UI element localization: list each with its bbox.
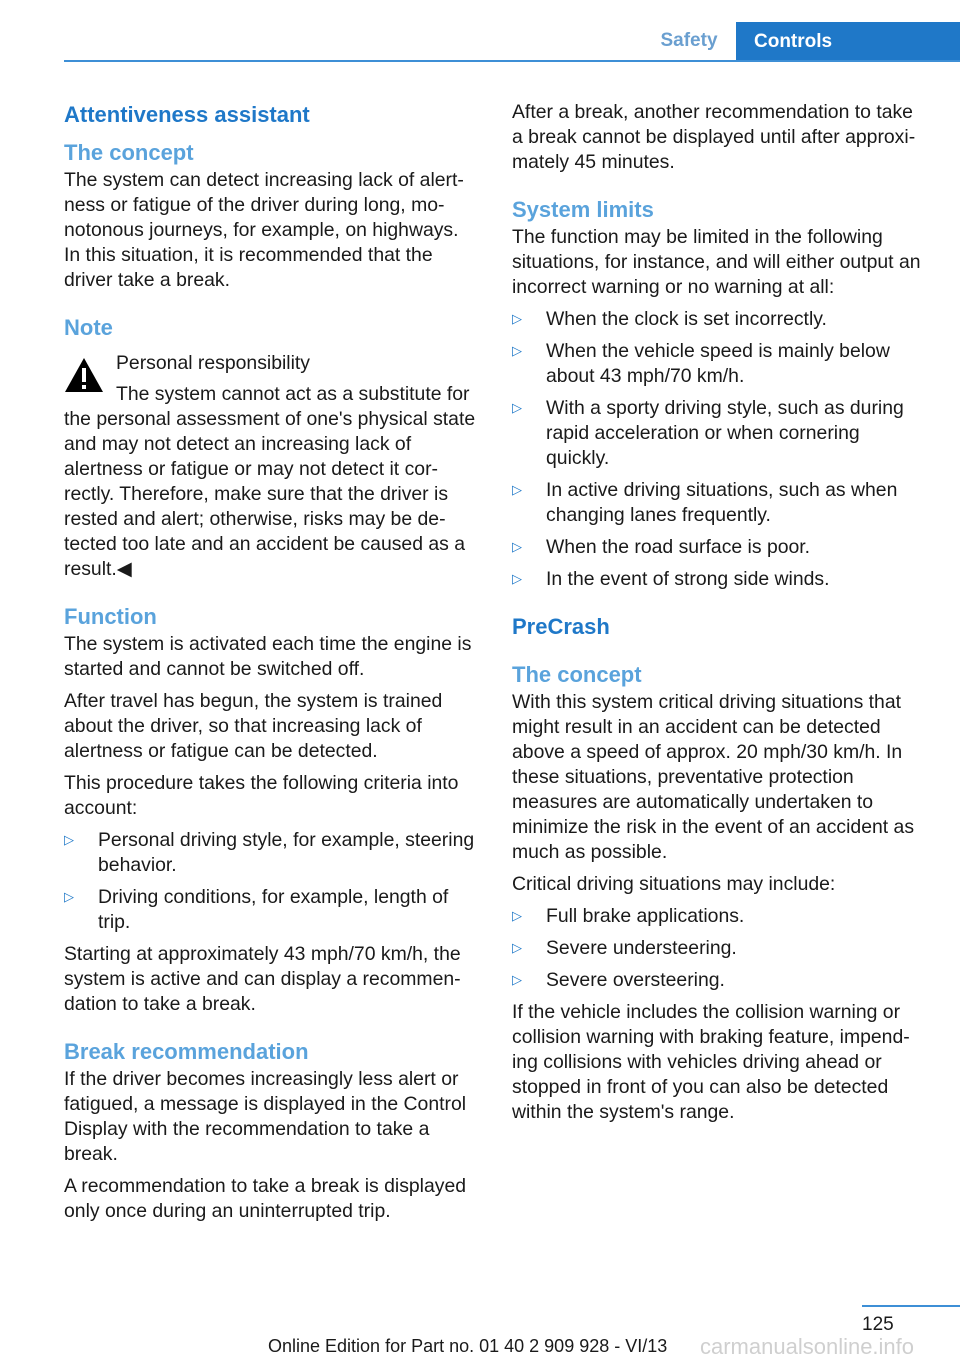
list-item: ▷ Driving conditions, for example, length of trip. (64, 886, 449, 933)
heading-precrash-concept: The concept (512, 662, 642, 687)
heading-break-recommendation: Break recommendation (64, 1039, 309, 1064)
list-item: ▷ When the vehicle speed is mainly below about 43 mph/70 km/h. (512, 340, 890, 387)
list-item: ▷ When the road surface is poor. (512, 536, 811, 558)
watermark: carmanualsonline.info (700, 1334, 915, 1359)
limits-list (512, 307, 928, 592)
list-item: ▷ In active driving situations, such as when changing lanes frequently. (512, 479, 898, 526)
bullet-triangle-icon: ▷ (512, 940, 522, 955)
limits-intro: The function may be limited in the following situations, for instance, and will either output an incorrect warning or no warning at all: (512, 226, 921, 298)
warning-first-line: The system cannot act as a substitute for (116, 383, 470, 405)
warning-title: Personal responsibility (116, 352, 311, 374)
heading-system-limits: System limits (512, 197, 654, 222)
section-title-attentiveness: Attentiveness assistant (64, 102, 310, 127)
header-rule (64, 60, 960, 62)
list-item: ▷ When the clock is set incorrectly. (512, 308, 827, 330)
warning-triangle-icon (64, 357, 104, 393)
heading-function: Function (64, 604, 157, 629)
left-column (64, 100, 480, 1231)
bullet-triangle-icon: ▷ (512, 400, 522, 415)
bullet-triangle-icon: ▷ (512, 311, 522, 326)
concept-paragraph: The system can detect increasing lack of alertness or fatigue of the driver during long, monotonous journeys, for example, on highways. In this situation, it is recommended that the driver take a break. (64, 169, 464, 291)
page-number: 125 (862, 1314, 894, 1335)
function-paragraph-1: The system is activated each time the engine is started and cannot be switched off. (64, 633, 472, 680)
bullet-triangle-icon: ▷ (512, 972, 522, 987)
bullet-triangle-icon: ▷ (512, 908, 522, 923)
tab-controls: Controls (736, 22, 960, 62)
list-item: ▷ Severe understeering. (512, 937, 737, 959)
tab-safety: Safety (660, 30, 718, 51)
list-item: ▷ Personal driving style, for example, steering behavior. (64, 829, 475, 876)
function-paragraph-4: Starting at approximately 43 mph/70 km/h, the system is active and can display a recommendation to take a break. (64, 943, 461, 1015)
situations-list (512, 904, 928, 993)
precrash-paragraph-2: Critical driving situations may include: (512, 873, 836, 895)
bullet-triangle-icon: ▷ (512, 482, 522, 497)
criteria-list (64, 828, 480, 935)
warning-box (64, 351, 480, 407)
edition-text: Online Edition for Part no. 01 40 2 909 928 - VI/13 (268, 1336, 668, 1356)
bullet-triangle-icon: ▷ (64, 832, 74, 847)
section-title-precrash: PreCrash (512, 614, 610, 639)
list-item: ▷ In the event of strong side winds. (512, 568, 830, 590)
list-item: ▷ With a sporty driving style, such as during rapid acceleration or when cornering quickly. (512, 397, 904, 469)
function-paragraph-2: After travel has begun, the system is trained about the driver, so that increasing lack of alertness or fatigue can be detected. (64, 690, 443, 762)
break-paragraph-2: A recommendation to take a break is displayed only once during an uninterrupted trip. (64, 1175, 467, 1222)
heading-concept: The concept (64, 140, 194, 165)
bullet-triangle-icon: ▷ (512, 539, 522, 554)
precrash-paragraph-3: If the vehicle includes the collision warning or collision warning with braking feature, impending collisions with vehicles driving ahead or stopped in front of you can also be detected within the system's range. (512, 1001, 910, 1123)
function-paragraph-3: This procedure takes the following criteria into account: (64, 772, 459, 819)
bullet-triangle-icon: ▷ (512, 571, 522, 586)
list-item: ▷ Full brake applications. (512, 905, 745, 927)
warning-body: the personal assessment of one's physical state and may not detect an increasing lack of alertness or fatigue or may not detect it correctly. Therefore, make sure that the driver is rested and alert; otherwise, risks may be detected too late and an accident be caused as a result.◀ (64, 408, 476, 580)
footer-rule (862, 1305, 960, 1307)
right-column (512, 100, 928, 1132)
break-paragraph-1: If the driver becomes increasingly less alert or fatigued, a message is displayed in the Control Display with the recommendation to take a break. (64, 1068, 467, 1165)
break-paragraph-3: After a break, another recommendation to take a break cannot be displayed until after approximately 45 minutes. (512, 101, 916, 173)
precrash-paragraph-1: With this system critical driving situations that might result in an accident can be detected above a speed of approx. 20 mph/30 km/h. In these situations, preventative protection measures are automatically undertaken to minimize the risk in the event of an accident as much as possible. (512, 691, 915, 863)
heading-note: Note (64, 315, 113, 340)
list-item: ▷ Severe oversteering. (512, 969, 725, 991)
bullet-triangle-icon: ▷ (512, 343, 522, 358)
bullet-triangle-icon: ▷ (64, 889, 74, 904)
